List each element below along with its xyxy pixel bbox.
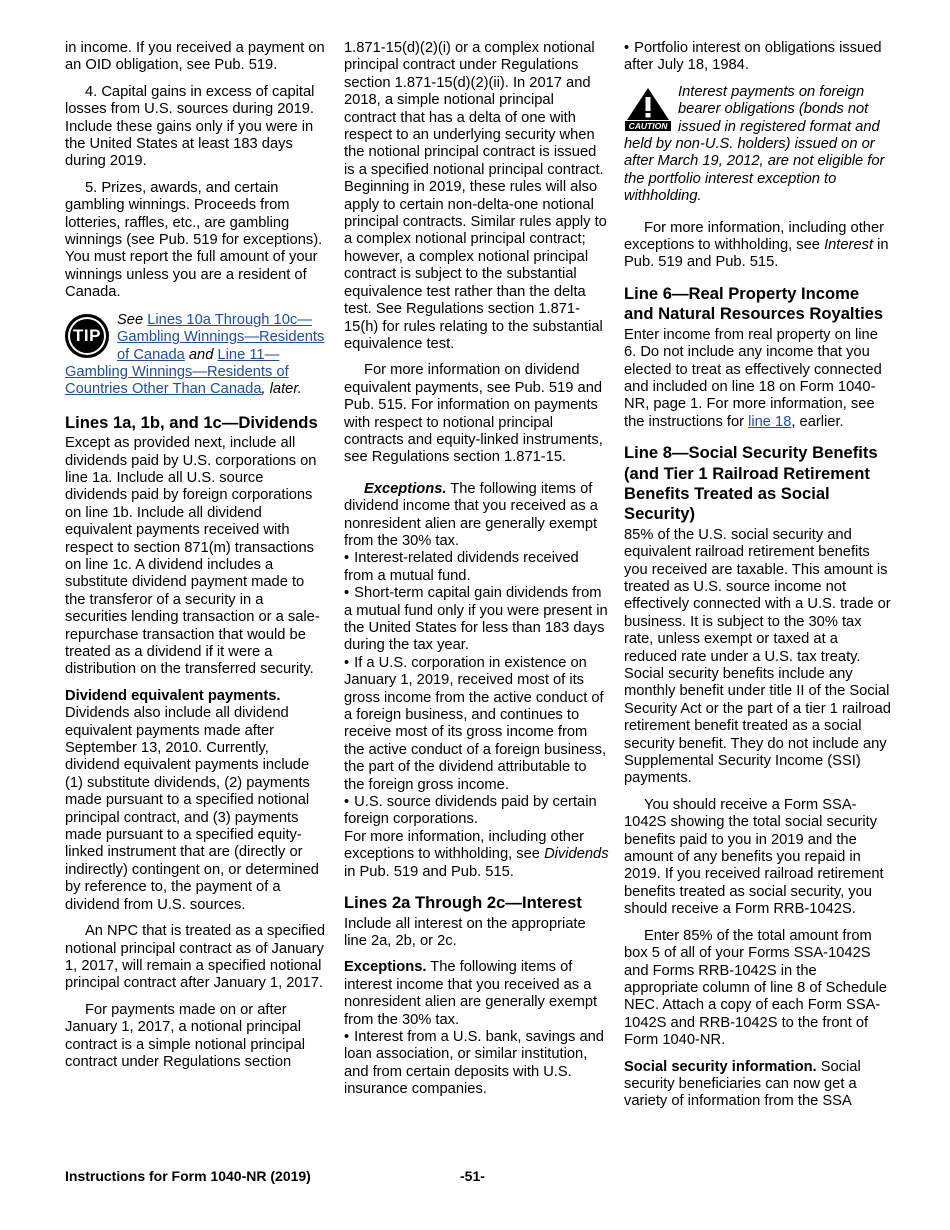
paragraph: Enter 85% of the total amount from box 5 of all of your Forms SSA-1042S and Forms RRB-1042S in the appropriate column of line 8 of Schedule NEC. Attach a copy of each Form SSA-1042S and RRB-1042S to the front of Form 1040-NR. [624,927,887,1049]
paragraph [624,327,892,431]
bullet-item: • If a U.S. corporation in existence on January 1, 2019, received most of its gross income from the active conduct of a foreign business, and continues to receive most of its gross income from the active conduct of a foreign business, the part of the dividend attributable to the foreign gross income. [344,655,610,794]
heading-interest: Lines 2a Through 2c—Interest [344,893,582,913]
paragraph [624,220,892,272]
run-in-heading: Exceptions. [344,959,427,976]
italic-ref: Dividends [544,846,609,863]
bullet-item: • Short-term capital gain dividends from a mutual fund only if you were present in the United States for less than 183 days during the tax year. [344,585,610,655]
paragraph-dividend-equivalent [65,688,327,914]
paragraph: Except as provided next, include all dividends paid by U.S. corporations on line 1a. Include all U.S. source dividends paid by foreign corporations on line 1b. Include all dividend equivalent payments received with respect to section 871(m) transactions on line 1c. A dividend includes a substitute dividend payment made to the transferor of a security in a securities lending transaction or a sale-repurchase transaction that would be treated as a dividend if it were a distribution on the transferred security. [65,435,320,678]
bullet-item: • Interest from a U.S. bank, savings and loan association, or similar institution, and from certain deposits with U.S. insurance companies. [344,1029,610,1099]
paragraph-text: , earlier. [791,413,844,430]
paragraph-text: Enter income from real property on line 6. Do not include any income that you elected to treat as effectively connected and included on line 18 on Form 1040-NR, page 1. For more information, see the instructions for [624,326,882,430]
tip-box [65,312,327,399]
paragraph-text: in Pub. 519 and Pub. 515. [624,237,889,271]
bullet-item: • U.S. source dividends paid by certain foreign corporations. [344,794,610,829]
column-3 [624,40,892,1120]
tip-icon-label: TIP [73,325,101,345]
footer-form-title: Instructions for Form 1040-NR (2019) [65,1168,311,1184]
tip-later-text: , later. [261,381,302,398]
caution-icon [624,86,672,132]
paragraph-text: Dividends also include all dividend equivalent payments made after September 13, 2010. Currently, dividend equivalent payments include (1) substitute dividends, (2) payments made pursuant to a specified notional principal contract, and (3) payments made pursuant to a specified equity-linked instrument that are (directly or indirectly) contingent on, or determined by reference to, the payment of a dividend from U.S. sources. [65,705,319,913]
paragraph [344,829,610,881]
paragraph: Include all interest on the appropriate line 2a, 2b, or 2c. [344,915,586,949]
paragraph-social-security-info [624,1059,892,1111]
paragraph-text: Social security beneficiaries can now get a variety of information from the SSA [624,1058,861,1110]
paragraph-exceptions [344,959,610,1029]
run-in-heading: Exceptions. [364,480,447,497]
paragraph-text: For more information, including other exceptions to withholding, see [344,828,585,863]
tip-see-text: See [117,311,144,328]
footer-page-number: -51- [460,1168,485,1184]
paragraph-text: For more information, including other exceptions to withholding, see [624,219,885,254]
paragraph: 4. Capital gains in excess of capital losses from U.S. sources during 2019. Include these gains only if you were in the United States at least 183 days during 2019. [65,83,315,170]
italic-ref: Interest [824,237,874,254]
caution-icon-label: CAUTION [628,120,668,131]
paragraph-text: The following items of dividend income that you received as a nonresident alien are generally exempt from the 30% tax. [344,480,598,549]
paragraph: in income. If you received a payment on an OID obligation, see Pub. 519. [65,40,325,74]
paragraph: You should receive a Form SSA-1042S showing the total social security benefits paid to you in 2019 and the amount of any benefits you repaid in 2019. If you received railroad retirement benefits treated as social security, you should receive a Form RRB-1042S. [624,796,884,918]
bullet-item: • Interest-related dividends received from a mutual fund. [344,550,610,585]
link-line-18[interactable]: line 18 [748,413,792,430]
paragraph: For more information on dividend equivalent payments, see Pub. 519 and Pub. 515. For information on payments with respect to notional principal contracts and equity-linked instruments, see Regulations section 1.871-15. [344,362,603,466]
paragraph: An NPC that is treated as a specified notional principal contract as of January 1, 2017, will remain a specified notional principal contract after January 1, 2017. [65,923,326,992]
tip-and-text: and [188,346,214,363]
paragraph: 5. Prizes, awards, and certain gambling winnings. Proceeds from lotteries, raffles, etc., are gambling winnings (see Pub. 519 for exceptions). You must report the full amount of your winnings unless you are a resident of Canada. [65,179,323,301]
link-gambling-canada[interactable]: Lines 10a Through 10c—Gambling Winnings—Residents of Canada [117,311,325,363]
paragraph: 1.871-15(d)(2)(i) or a complex notional principal contract under Regulations section 1.871-15(d)(2)(ii). In 2017 and 2018, a simple notional principal contract that has a delta of one with respect to an underlying security when the notional principal contract is issued is a specified notional principal contract. Beginning in 2019, these rules will also apply to certain non-delta-one notional principal contracts. Similar rules apply to a complex notional principal contract; however, a complex notional principal contract is subject to the substantial equivalence test rather than the delta test. See Regulations section 1.871-15(h) for rules relating to the substantial equivalence test. [344,40,607,352]
column-2 [344,40,610,1099]
run-in-heading: Social security information. [624,1058,817,1075]
link-gambling-other-countries[interactable]: Line 11—Gambling Winnings—Residents of Countries Other Than Canada [65,346,289,398]
heading-dividends: Lines 1a, 1b, and 1c—Dividends [65,412,318,432]
paragraph: 85% of the U.S. social security and equivalent railroad retirement benefits you received are taxable. This amount is treated as U.S. source income not effectively connected with a U.S. trade or business. It is subject to the 30% tax rate, unless exempt or taxed at a reduced rate under a U.S. tax treaty. Social security benefits include any monthly benefit under title II of the Social Security Act or the part of a tier 1 railroad retirement benefit treated as a social security benefit. They do not include any Supplemental Security Income (SSI) payments. [624,526,891,787]
paragraph-text: in Pub. 519 and Pub. 515. [344,863,514,880]
column-1 [65,40,327,1080]
caution-text: Interest payments on foreign bearer obligations (bonds not issued in registered format and held by non-U.S. holders) issued on or after March 19, 2012, are not eligible for the portfolio interest exception to withholding. [624,83,885,205]
caution-box [624,84,892,206]
paragraph: For payments made on or after January 1, 2017, a notional principal contract is a simple notional principal contract under Regulations section [65,1001,306,1070]
heading-line-8: Line 8—Social Security Benefits (and Tier 1 Railroad Retirement Benefits Treated as Social Security) [624,443,878,524]
paragraph-exceptions [344,481,610,551]
run-in-heading: Dividend equivalent payments. [65,687,281,704]
paragraph-text: The following items of interest income that you received as a nonresident alien are generally exempt from the 30% tax. [344,959,598,1028]
bullet-item: • Portfolio interest on obligations issued after July 18, 1984. [624,40,892,75]
tip-icon [65,314,109,358]
heading-line-6: Line 6—Real Property Income and Natural Resources Royalties [624,283,884,324]
